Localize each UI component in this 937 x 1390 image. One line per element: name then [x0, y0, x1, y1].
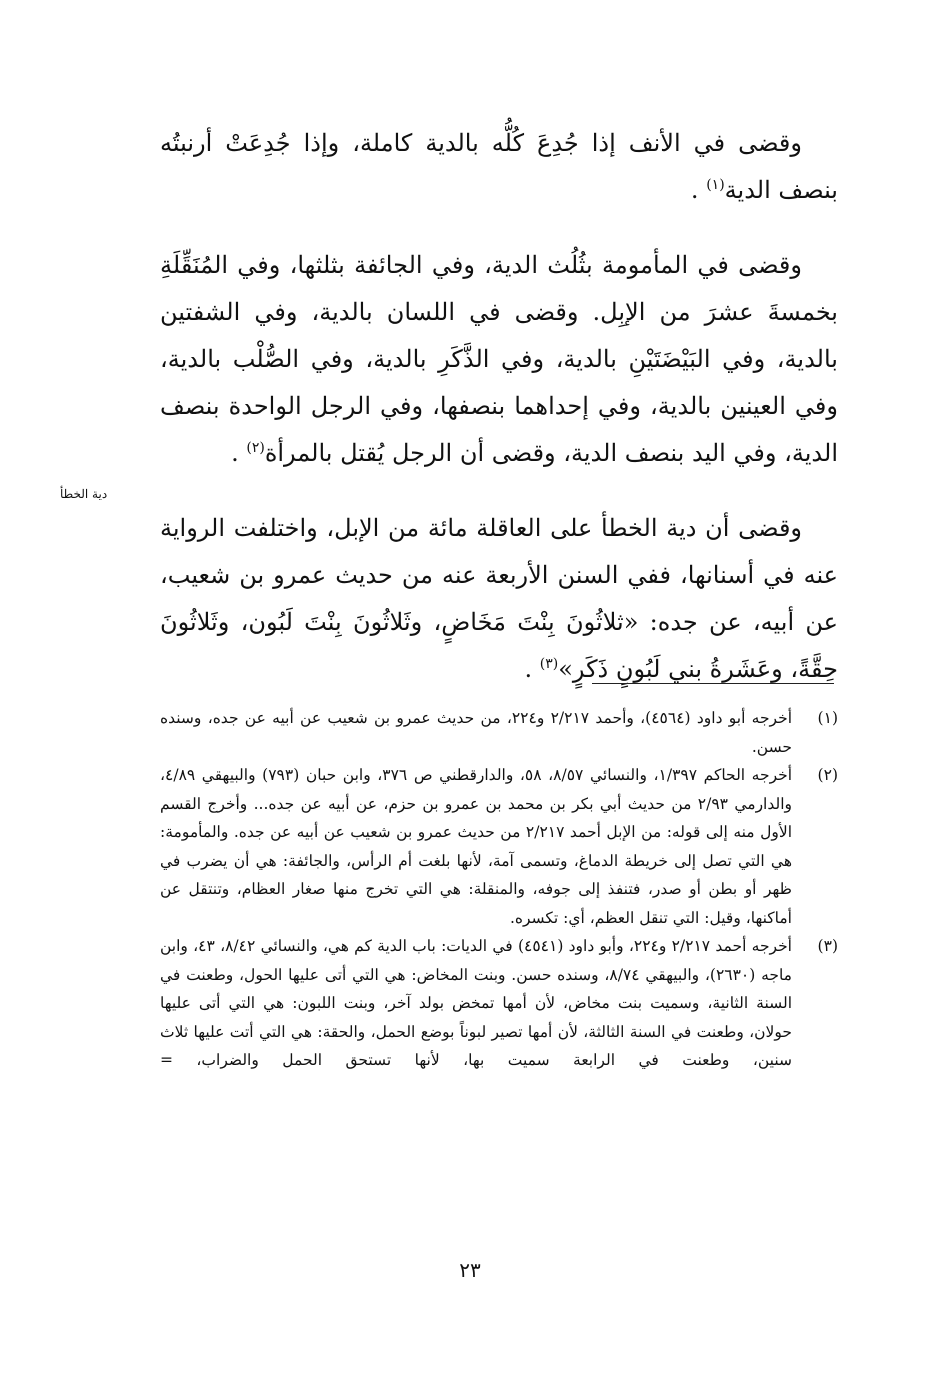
footnote-1	[160, 704, 838, 761]
footnote-ref-3[interactable]: (٣)	[539, 656, 559, 672]
paragraph-nose: وقضى في الأنف إذا جُدِعَ كُلُّه بالدية كاملة، وإذا جُدِعَتْ أرنبتُه بنصف الدية$^{(١)}$ .	[160, 129, 838, 204]
margin-heading: دية الخطأ	[60, 487, 108, 501]
footnote-number: (١)	[817, 709, 838, 727]
footnote-2	[160, 761, 838, 932]
footnote-text: أخرجه الحاكم ١/٣٩٧، والنسائي ٨/٥٧، ٥٨، والدارقطني ص ٣٧٦، وابن حبان (٧٩٣) والبيهقي ٤/٨٩، والدارمي ٢/٩٣ من حديث أبي بكر بن محمد بن عمرو بن حزم، عن أبيه عن جده... وأخرج القسم الأول منه إلى قوله: من الإبل أحمد ٢/٢١٧ من حديث عمرو بن شعيب عن أبيه عن جده. والمأمومة: هي التي تصل إلى خريطة الدماغ، وتسمى آمة، لأنها بلغت أم الرأس، والجائفة: هي أن يضرب في ظهر أو بطن أو صدر، فتنفذ إلى جوفه، والمنقلة: هي التي تخرج منها صغار العظام، وتنتقل عن أماكنها، وقيل: التي تنقل العظم، أي: تكسره.	[160, 766, 793, 927]
footnote-3	[160, 932, 838, 1075]
footnote-ref-2[interactable]: (٢)	[246, 440, 265, 456]
paragraph-wounds: وقضى في المأمومة بثُلُث الدية، وفي الجائفة بثلثها، وفي المُنَقِّلَةِ بخمسةَ عشرَ من الإبِل. وقضى في اللسان بالدية، وفي الشفتين بالدية، وفي البَيْضَتَيْنِ بالدية، وفي الذَّكَرِ بالدية، وفي الصُّلْب بالدية، وفي العينين بالدية، وفي إحداهما بنصفها، وفي الرجل الواحدة بنصف الدية، وفي اليد بنصف الدية، وقضى أن الرجل يُقتل بالمرأة$^{(٢)}$ .	[160, 251, 838, 467]
footnotes	[160, 704, 838, 1075]
main-text	[160, 120, 838, 693]
footnote-text: أخرجه أحمد ٢/٢١٧ و٢٢٤، وأبو داود (٤٥٤١) في الديات: باب الدية كم هي، والنسائي ٨/٤٢، ٤٣، وابن ماجه (٢٦٣٠)، والبيهقي ٨/٧٤، وسنده حسن. وبنت المخاض: هي التي أتى عليها الحول، وطعنت في السنة الثانية، وسميت بنت مخاض، لأن أمها تمخض بولد آخر، وبنت اللبون: هي التي أتى عليها حولان، وطعنت في السنة الثالثة، لأن أمها تصير لبوناً بوضع الحمل، والحقة: هي التي أتت عليها ثلاث سنين، وطعنت في الرابعة سميت بها، لأنها تستحق الحمل والضراب، =	[160, 937, 792, 1069]
footnote-divider	[592, 683, 834, 684]
footnote-number: (٢)	[817, 766, 838, 784]
page-number: ٢٣	[459, 1258, 481, 1282]
footnote-number: (٣)	[817, 937, 838, 955]
footnote-ref-1[interactable]: (١)	[706, 177, 725, 193]
paragraph-error-blood-money: وقضى أن دية الخطأ على العاقلة مائة من الإبل، واختلفت الرواية عنه في أسنانها، ففي السنن الأربعة عنه من حديث عمرو بن شعيب، عن أبيه، عن جده: «ثلاثُونَ بِنْتَ مَخَاضٍ، وثَلاثُونَ بِنْتَ لَبُون، وثَلاثُونَ حِقَّةً، وعَشَرةُ بني لَبُونٍ ذَكَرٍ»$^{(٣)}$ .	[160, 514, 839, 683]
footnote-text: أخرجه أبو داود (٤٥٦٤)، وأحمد ٢/٢١٧ و٢٢٤، من حديث عمرو بن شعيب عن أبيه عن جده، وسنده حسن.	[160, 709, 792, 756]
